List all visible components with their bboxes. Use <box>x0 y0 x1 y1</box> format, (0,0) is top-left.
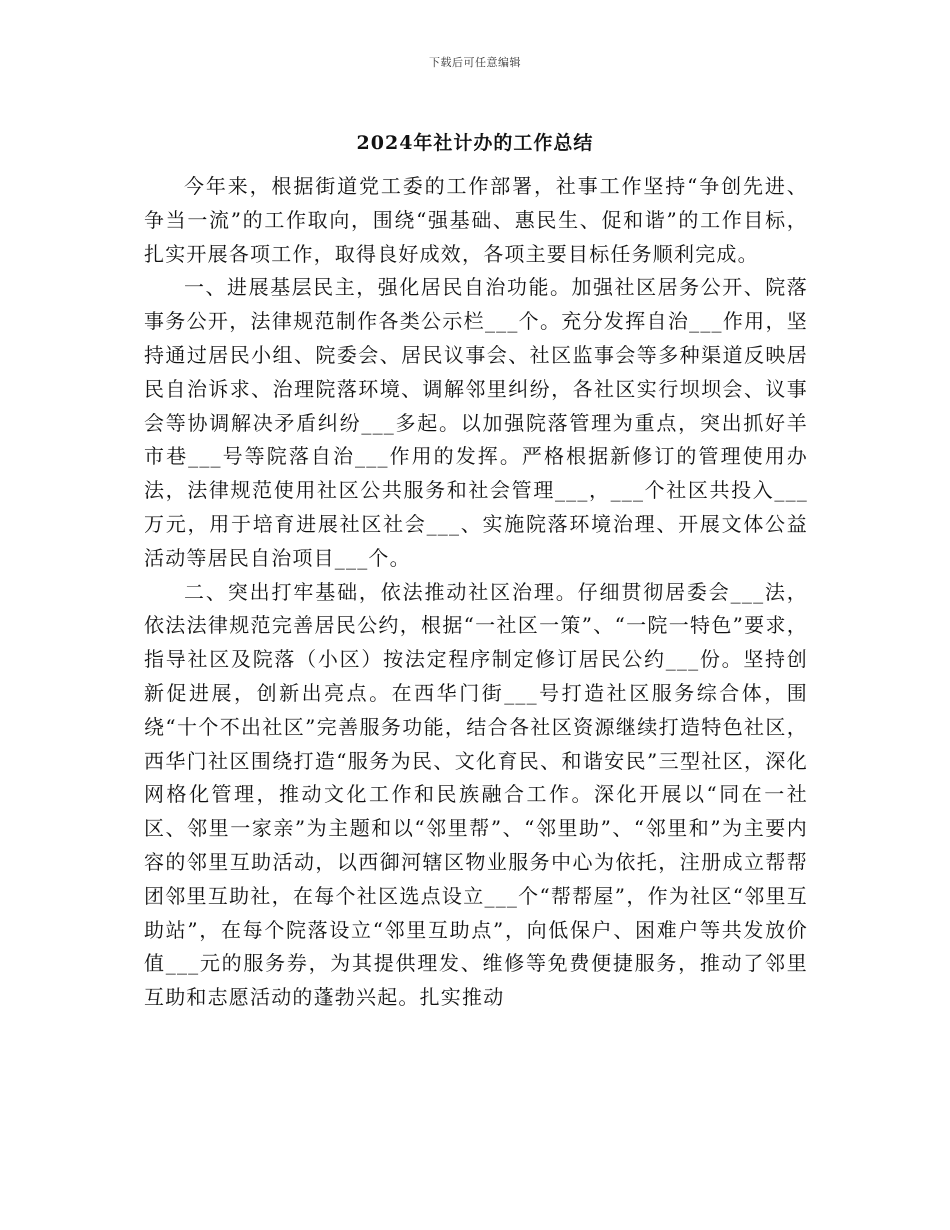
paragraph-section-2: 二、突出打牢基础，依法推动社区治理。仔细贯彻居委会___法，依法法律规范完善居民公约，根据“一社区一策”、“一院一特色”要求，指导社区及院落（小区）按法定程序制定修订居民公约___份。坚持创新促进展，创新出亮点。在西华门街___号打造社区服务综合体，围绕“十个不出社区”完善服务功能，结合各社区资源继续打造特色社区，西华门社区围绕打造“服务为民、文化育民、和谐安民”三型社区，深化网格化管理，推动文化工作和民族融合工作。深化开展以“同在一社区、邻里一家亲”为主题和以“邻里帮”、“邻里助”、“邻里和”为主要内容的邻里互助活动，以西御河辖区物业服务中心为依托，注册成立帮帮团邻里互助社，在每个社区选点设立___个“帮帮屋”，作为社区“邻里互助站”，在每个院落设立“邻里互助点”，向低保户、困难户等共发放价值___元的服务券，为其提供理发、维修等免费便捷服务，推动了邻里互助和志愿活动的蓬勃兴起。扎实推动 <box>144 579 808 1010</box>
page-header: 下载后可任意编辑 <box>429 56 521 69</box>
document-body <box>144 170 808 1015</box>
paragraph-intro: 今年来，根据街道党工委的工作部署，社事工作坚持“争创先进、争当一流”的工作取向，围绕“强基础、惠民生、促和谐”的工作目标，扎实开展各项工作，取得良好成效，各项主要目标任务顺利完成。 <box>144 174 808 266</box>
paragraph-section-1: 一、进展基层民主，强化居民自治功能。加强社区居务公开、院落事务公开，法律规范制作各类公示栏___个。充分发挥自治___作用，坚持通过居民小组、院委会、居民议事会、社区监事会等多种渠道反映居民自治诉求、治理院落环境、调解邻里纠纷，各社区实行坝坝会、议事会等协调解决矛盾纠纷___多起。以加强院落管理为重点，突出抓好羊市巷___号等院落自治___作用的发挥。严格根据新修订的管理使用办法，法律规范使用社区公共服务和社会管理___，___个社区共投入___万元，用于培育进展社区社会___、实施院落环境治理、开展文体公益活动等居民自治项目___个。 <box>144 275 808 570</box>
document-title: 2024年社计办的工作总结 <box>356 132 594 154</box>
